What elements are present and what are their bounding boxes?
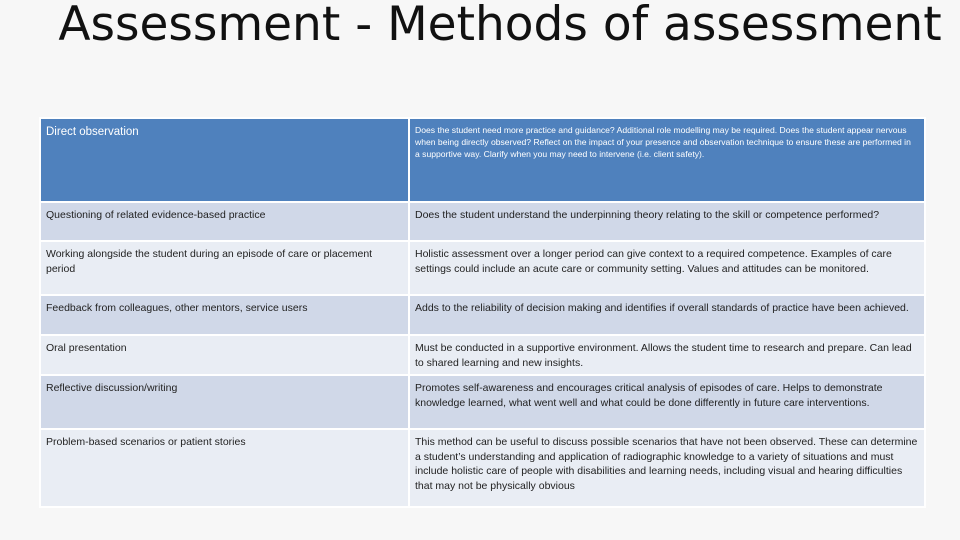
method-cell: Reflective discussion/writing — [40, 375, 409, 429]
description-cell: This method can be useful to discuss possible scenarios that have not been observed. These can determine a student’s understanding and application of radiographic knowledge to a variety of situations and must include holistic care of people with disabilities and learning needs, including visual and hearing difficulties that may not be physically obvious — [409, 429, 925, 507]
table-row — [40, 241, 925, 295]
description-cell: Does the student need more practice and guidance? Additional role modelling may be required. Does the student appear nervous when being directly observed? Reflect on the impact of your presence and observation technique to ensure these are performed in a supportive way. Clarify when you may need to intervene (i.e. client safety). — [409, 118, 925, 202]
description-cell: Adds to the reliability of decision making and identifies if overall standards of practice have been achieved. — [409, 295, 925, 335]
description-cell: Must be conducted in a supportive environment. Allows the student time to research and prepare. Can lead to shared learning and new insights. — [409, 335, 925, 375]
table-row — [40, 335, 925, 375]
table-row — [40, 375, 925, 429]
description-cell: Does the student understand the underpinning theory relating to the skill or competence performed? — [409, 202, 925, 241]
method-cell: Working alongside the student during an episode of care or placement period — [40, 241, 409, 295]
table-row — [40, 202, 925, 241]
method-cell: Problem-based scenarios or patient stories — [40, 429, 409, 507]
table-row — [40, 295, 925, 335]
slide-title: Assessment - Methods of assessment — [58, 0, 942, 52]
method-cell: Direct observation — [40, 118, 409, 202]
table-row — [40, 429, 925, 507]
method-cell: Questioning of related evidence-based practice — [40, 202, 409, 241]
description-cell: Holistic assessment over a longer period can give context to a required competence. Examples of care settings could include an acute care or community setting. Values and attitudes can be monitored. — [409, 241, 925, 295]
method-cell: Oral presentation — [40, 335, 409, 375]
method-cell: Feedback from colleagues, other mentors, service users — [40, 295, 409, 335]
table-row — [40, 118, 925, 202]
assessment-methods-table — [39, 117, 926, 508]
description-cell: Promotes self-awareness and encourages critical analysis of episodes of care. Helps to demonstrate knowledge learned, what went well and what could be done differently in future care interventions. — [409, 375, 925, 429]
